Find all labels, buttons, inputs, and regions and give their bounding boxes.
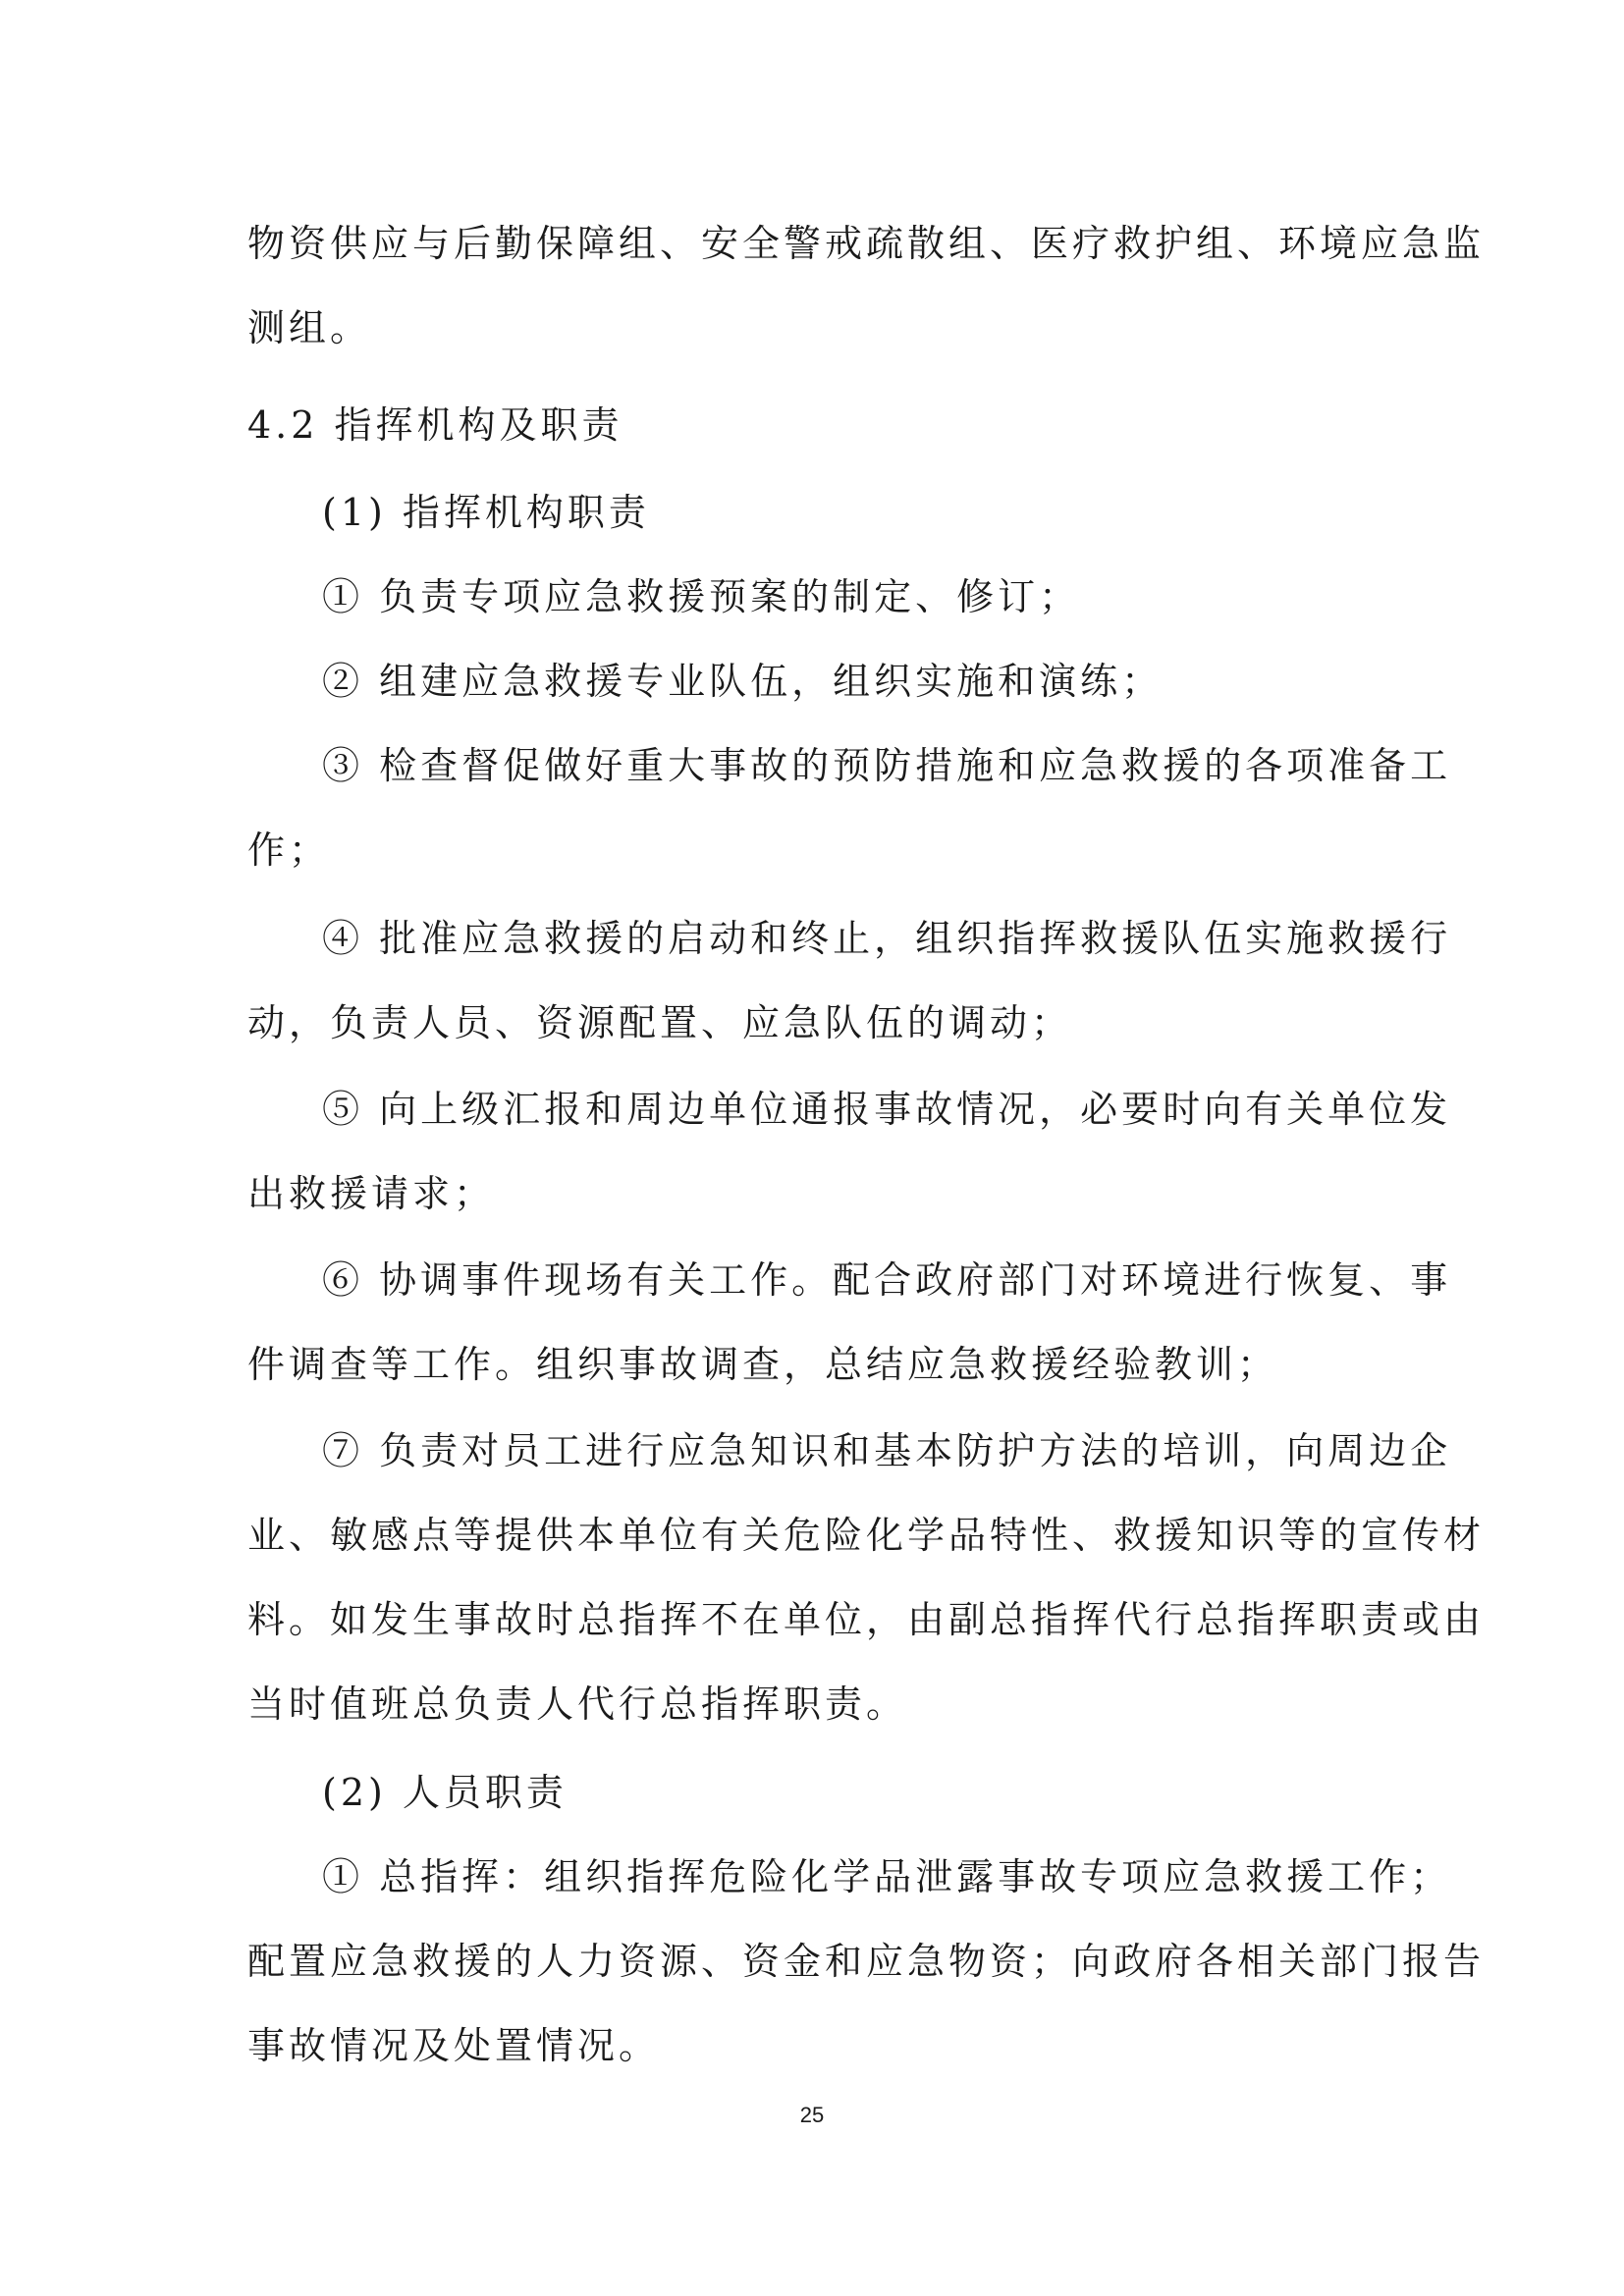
list-item-continuation: 当时值班总负责人代行总指挥职责。 [247,1682,908,1726]
list-item-continuation: 事故情况及处置情况。 [247,2024,661,2067]
list-item: ⑦ 负责对员工进行应急知识和基本防护方法的培训，向周边企 [322,1429,1452,1472]
list-item: ④ 批准应急救援的启动和终止，组织指挥救援队伍实施救援行 [322,917,1452,960]
list-item-continuation: 作； [247,828,331,872]
list-item-continuation: 业、敏感点等提供本单位有关危险化学品特性、救援知识等的宣传材 [247,1514,1486,1557]
list-item: ① 总指挥：组织指挥危险化学品泄露事故专项应急救援工作； [322,1855,1452,1898]
body-text-line: 测组。 [247,306,372,349]
list-item-continuation: 配置应急救援的人力资源、资金和应急物资；向政府各相关部门报告 [247,1940,1486,1983]
list-item: ⑤ 向上级汇报和周边单位通报事故情况，必要时向有关单位发 [322,1088,1452,1131]
list-item-continuation: 件调查等工作。组织事故调查，总结应急救援经验教训； [247,1343,1279,1386]
list-item: ② 组建应急救援专业队伍，组织实施和演练； [322,660,1164,703]
subsection-heading: (1) 指挥机构职责 [322,491,650,534]
list-item: ① 负责专项应急救援预案的制定、修订； [322,575,1081,618]
section-heading: 4.2 指挥机构及职责 [247,403,623,447]
list-item-continuation: 出救援请求； [247,1172,496,1215]
body-text-line: 物资供应与后勤保障组、安全警戒疏散组、医疗救护组、环境应急监 [247,222,1486,265]
page-number: 25 [799,2103,825,2127]
list-item: ③ 检查督促做好重大事故的预防措施和应急救援的各项准备工 [322,744,1452,787]
list-item-continuation: 动，负责人员、资源配置、应急队伍的调动； [247,1001,1073,1044]
list-item: ⑥ 协调事件现场有关工作。配合政府部门对环境进行恢复、事 [322,1258,1452,1302]
list-item-continuation: 料。如发生事故时总指挥不在单位，由副总指挥代行总指挥职责或由 [247,1598,1486,1641]
subsection-heading: (2) 人员职责 [322,1771,568,1814]
